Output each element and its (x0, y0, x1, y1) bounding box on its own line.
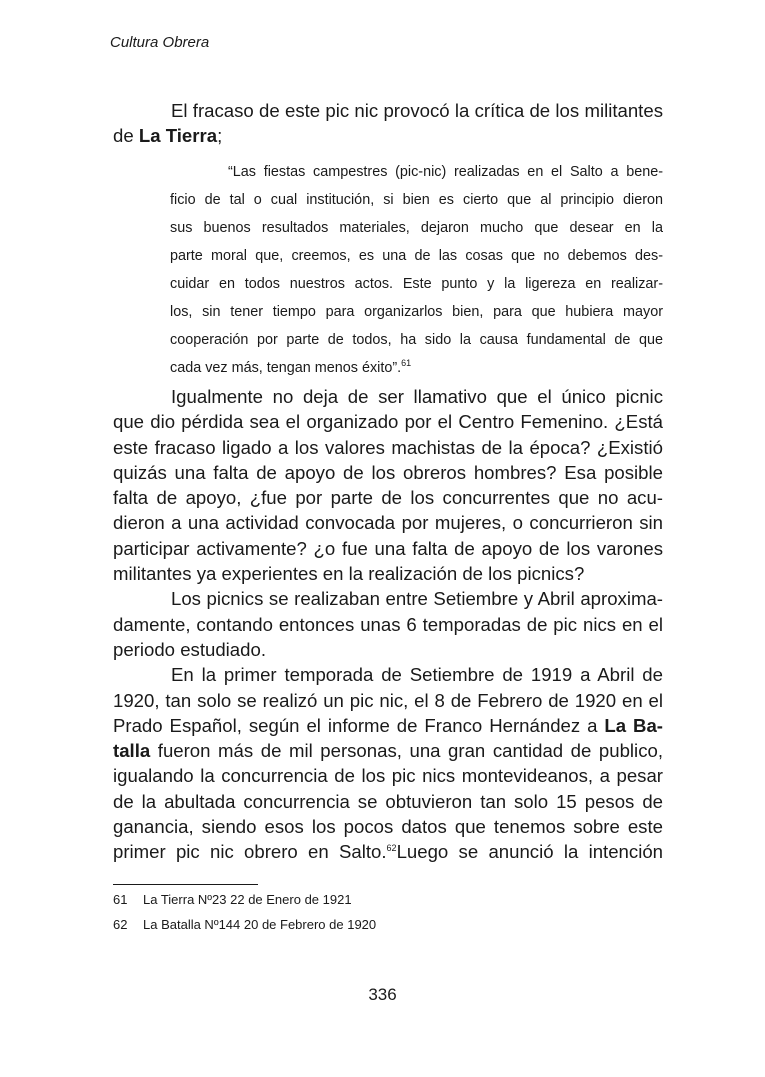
block-quote (170, 158, 663, 382)
text-line: este fracaso ligado a los valores machistas de la época? ¿Existió (113, 436, 663, 458)
footnote-separator (113, 884, 258, 885)
footnote (113, 916, 376, 934)
text-line: dieron a una actividad convocada por mujeres, o concurrieron sin (113, 512, 663, 534)
text-line: En la primer temporada de Setiembre de 1919 a Abril de (171, 664, 663, 686)
quote-line: ficio de tal o cual institución, si bien es cierto que al principio dieron (170, 192, 663, 208)
text-line: El fracaso de este pic nic provocó la crítica de los militantes (171, 100, 663, 121)
footnote-text: La Tierra Nº23 22 de Enero de 1921 (143, 892, 352, 907)
quote-line: cooperación por parte de todos, ha sido la causa fundamental de que (170, 332, 663, 348)
footnote-number: 62 (113, 917, 128, 932)
text-line: damente, contando entonces unas 6 temporadas de pic nics en el (113, 613, 663, 635)
page-number: 336 (368, 985, 397, 1004)
newspaper-title: La Tierra (138, 125, 218, 147)
paragraph-1 (113, 384, 663, 586)
body-text (113, 384, 663, 865)
quote-line: cuidar en todos nuestros actos. Este punto y la ligereza en realizar- (170, 276, 663, 292)
text-line: periodo estudiado. (113, 638, 266, 660)
text-line: talla fueron más de mil personas, una gran cantidad de publico, (113, 740, 663, 762)
footnote (113, 891, 352, 909)
footnote-number: 61 (113, 892, 128, 907)
quote-line: los, sin tener tiempo para organizarlos bien, para que hubiera mayor (170, 304, 663, 320)
footnote-text: La Batalla Nº144 20 de Febrero de 1920 (143, 917, 377, 932)
footnote-ref[interactable]: 62 (386, 843, 397, 854)
text-line: primer pic nic obrero en Salto.$^{62}$Luego se anunció la intención (113, 841, 664, 863)
newspaper-title: talla (113, 740, 151, 762)
intro-paragraph (113, 98, 663, 149)
text-line: que dio pérdida sea el organizado por el Centro Femenino. ¿Está (113, 411, 663, 433)
paragraph-3 (113, 662, 663, 864)
text-line: participar activamente? ¿o fue una falta de apoyo de los varones (113, 537, 663, 559)
running-header: Cultura Obrera (110, 34, 210, 51)
text-line: de la abultada concurrencia se obtuvieron tan solo 15 pesos de (113, 790, 663, 812)
quote-line: “Las fiestas campestres (pic-nic) realizadas en el Salto a bene- (228, 164, 663, 180)
text-line: Los picnics se realizaban entre Setiembre y Abril aproxima- (171, 588, 663, 610)
footnote-ref[interactable]: 61 (401, 358, 412, 369)
quote-line: parte moral que, creemos, es una de las cosas que no debemos des- (170, 248, 663, 264)
text-line: de La Tierra; (113, 125, 223, 147)
newspaper-title: La Ba- (604, 714, 663, 736)
text-line: igualando la concurrencia de los pic nics montevideanos, a pesar (113, 765, 663, 787)
quote-line: cada vez más, tengan menos éxito”.$^{61}$ (170, 358, 412, 376)
text-line: Prado Español, según el informe de Franco Hernández a La Ba- (113, 714, 663, 736)
quote-line: sus buenos resultados materiales, dejaron mucho que desear en la (170, 220, 663, 236)
text-line: Igualmente no deja de ser llamativo que el único picnic (171, 386, 663, 407)
text-line: 1920, tan solo se realizó un pic nic, el 8 de Febrero de 1920 en el (113, 689, 663, 711)
text-line: falta de apoyo, ¿fue por parte de los concurrentes que no acu- (113, 487, 663, 509)
text-line: quizás una falta de apoyo de los obreros hombres? Esa posible (113, 461, 663, 483)
text-line: militantes ya experientes en la realización de los picnics? (113, 563, 585, 585)
paragraph-2 (113, 586, 663, 662)
text-line: ganancia, siendo esos los pocos datos que tenemos sobre este (113, 816, 663, 838)
